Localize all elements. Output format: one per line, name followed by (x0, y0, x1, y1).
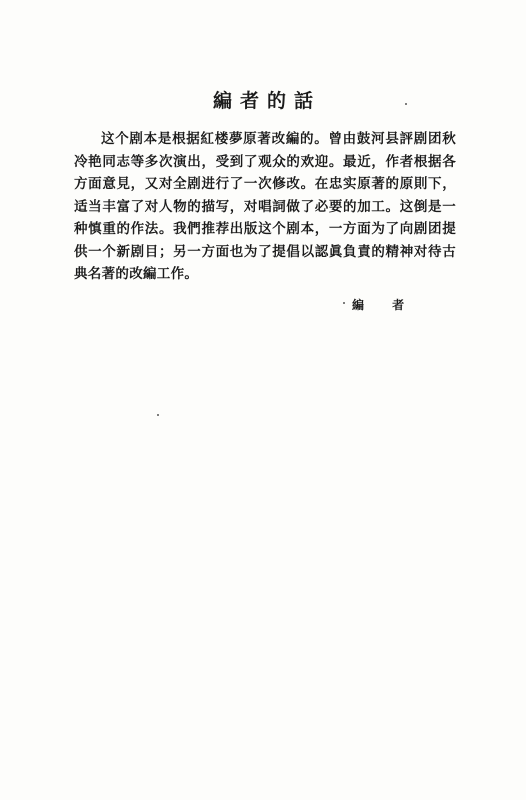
print-speck (405, 103, 407, 105)
print-speck (157, 414, 159, 416)
print-speck (343, 302, 345, 304)
page-title: 編者的話 (212, 90, 321, 112)
body-paragraph: 这个剧本是根据紅楼夢原著改編的。曾由鼓河县評剧团秋冷艳同志等多次演出，受到了观众的欢迎。最近，作者根据各方面意見，又对全剧进行了一次修改。在忠实原著的原則下，适当丰富了对人物的描写，对唱詞做了必要的加工。这倒是一种慎重的作法。我們推荐出版这个剧本，一方面为了向剧团提供一个新剧目；另一方面也为了提倡以認眞負責的精神对待古典名著的改編工作。 (74, 131, 456, 282)
signature: 編 者 (352, 298, 417, 312)
